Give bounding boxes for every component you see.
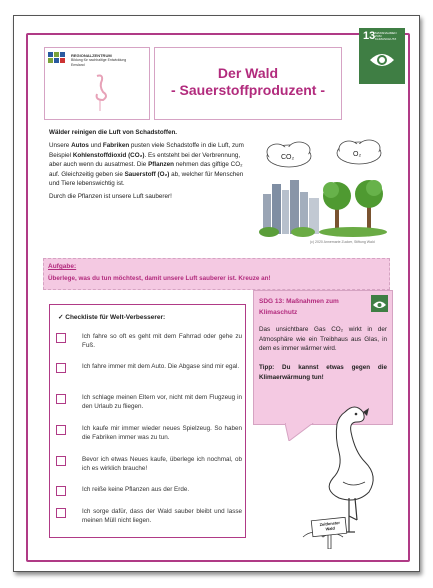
sdg13-mini-icon [371, 295, 388, 312]
checklist-item-label: Ich sorge dafür, dass der Wald sauber bleibt und lasse meinen Müll nicht liegen. [82, 508, 242, 525]
checklist-item-label: Ich kaufe mir immer wieder neues Spielzeug. So haben die Fabriken immer was zu tun. [82, 425, 242, 442]
text-run: pusten viele Schadstoffe in die Luft, zum Beispiel [49, 142, 244, 159]
text-run: und [88, 142, 103, 150]
illustration-copyright: (c) 2020 Annemarie Zucker, Stiftung Wald [310, 240, 375, 244]
text-bold: Autos [71, 142, 89, 150]
city-trees-illustration [255, 134, 395, 249]
text-bold: Fabriken [102, 142, 130, 150]
eye-globe-icon [368, 50, 396, 70]
checklist-item-label: Ich reiße keine Pflanzen aus der Erde. [82, 486, 190, 493]
sdg-caption: MASSNAHMEN ZUM KLIMASCHUTZ [375, 31, 397, 41]
intro-heading: Wälder reinigen die Luft von Schadstoffen. [49, 129, 178, 136]
sdg-info-heading: SDG 13: Maßnahmen zum Klimaschutz [259, 298, 339, 316]
text-bold: Sauerstoff (O₂) [124, 170, 170, 178]
sdg13-badge [359, 28, 405, 84]
checkbox[interactable] [56, 486, 66, 496]
intro-paragraph [49, 141, 249, 188]
text-bold: Pflanzen [148, 161, 174, 169]
checkbox[interactable] [56, 508, 66, 518]
checklist-item-label: Ich schlage meinen Eltern vor, nicht mit dem Flugzeug in den Urlaub zu fliegen. [82, 394, 242, 411]
sdg-number: 13 [363, 30, 376, 42]
eye-globe-icon [371, 295, 388, 312]
co2-cloud-icon [267, 142, 311, 167]
o2-label: O₂ [353, 151, 362, 158]
city-skyline-icon [259, 180, 319, 237]
intro-conclusion: Durch die Pflanzen ist unsere Luft sauberer! [49, 193, 172, 201]
sdg-info-text: Das unsichtbare Gas CO₂ wirkt in der Atmosphäre wie ein Treibhaus aus Glas, in dem es immer wärmer wird. [259, 326, 387, 353]
checklist-heading: ✓ Checkliste für Welt-Verbesserer: [58, 314, 166, 321]
task-text: Überlege, was du tun möchtest, damit unsere Luft sauberer ist. Kreuze an! [48, 275, 271, 282]
title-box [154, 47, 342, 120]
text-run: ab, welcher für Menschen und Tiere lebenswichtig ist. [49, 170, 244, 188]
flamingo-logo-icon [85, 72, 115, 112]
page-title: Der Wald [217, 65, 279, 81]
text-bold: Kohlenstoffdioxid (CO₂) [72, 151, 145, 159]
regionalzentrum-logo-icon [48, 52, 70, 66]
co2-label: CO₂ [281, 154, 295, 161]
checkbox[interactable] [56, 363, 66, 373]
logo-box [44, 47, 150, 120]
tree-icon [323, 182, 351, 230]
checkbox[interactable] [56, 333, 66, 343]
sign-text: Zeitfenster Wald [319, 519, 341, 532]
text-run: . Es entsteht bei der Verbrennung, aber auch wenn du ausatmest. Die [49, 151, 241, 169]
page-subtitle: - Sauerstoffproduzent - [171, 82, 325, 98]
tree-icon [355, 180, 383, 230]
text-run: nehmen das giftige CO₂ auf. Gleichzeitig geben sie [49, 161, 243, 178]
text-run: Unsere [49, 142, 72, 150]
logo-line3: Emsland [71, 63, 85, 67]
task-label: Aufgabe: [48, 263, 77, 270]
checklist-item-label: Ich fahre immer mit dem Auto. Die Abgase sind mir egal. [82, 363, 240, 370]
checkbox[interactable] [56, 425, 66, 435]
logo-line1: REGIONALZENTRUM [71, 53, 112, 58]
task-box [43, 258, 390, 290]
checkbox[interactable] [56, 456, 66, 466]
sdg-info-tip: Tipp: Du kannst etwas gegen die Klimaerwärmung tun! [259, 364, 387, 381]
checklist-item-label: Bevor ich etwas Neues kaufe, überlege ich nochmal, ob ich es wirklich brauche! [82, 456, 242, 473]
checkbox[interactable] [56, 394, 66, 404]
o2-cloud-icon [337, 140, 381, 164]
checklist-item-label: Ich fahre so oft es geht mit dem Fahrrad oder gehe zu Fuß. [82, 333, 242, 350]
wooden-sign [310, 517, 350, 554]
checklist [49, 304, 246, 538]
logo-line2: Bildung für nachhaltige Entwicklung [71, 58, 127, 62]
intro-text [49, 128, 249, 206]
